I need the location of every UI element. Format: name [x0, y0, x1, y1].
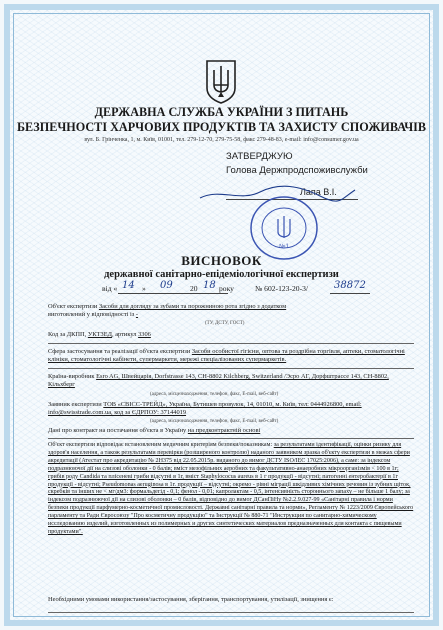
- code-label: Код за ДКПП,: [48, 331, 87, 338]
- findings-section: [48, 442, 414, 537]
- contract-value: на предконтрактній основі: [187, 427, 261, 434]
- agency-title-line1: ДЕРЖАВНА СЛУЖБА УКРАЇНИ З ПИТАНЬ: [94, 105, 349, 119]
- date-month: 09: [160, 280, 173, 291]
- agency-title-line2: БЕЗПЕЧНОСТІ ХАРЧОВИХ ПРОДУКТІВ ТА ЗАХИСТУ СПОЖИВАЧІВ: [16, 120, 427, 134]
- producer-label: Країна-виробник: [48, 373, 95, 380]
- applicant-address-caption: (адреса, місцезнаходження, телефон, факс, E-mail, веб-сайт): [150, 419, 279, 424]
- document-page: ДЕРЖАВНА СЛУЖБА УКРАЇНИ З ПИТАНЬ БЕЗПЕЧНОСТІ ХАРЧОВИХ ПРОДУКТІВ ТА ЗАХИСТУ СПОЖИВАЧІВ вул. Б. Грінченка, 1, м. Київ, 01001, тел. 279-12-70, 279-75-58, факс 279-48-83, e-mail: info@consumer.gov.ua ЗАТВЕРДЖУЮ Голова Держпродспоживслужби Лапа В.І. №1 ВИСНОВОК державної санітарно-епідеміологічної експертизи від « 14 » 09 20 18 року № 602-123-20-3/ 38872 Об'єкт експертизи Засоби для догляду за зубами та порожниною рота згідно з додатком виготовлений у відповідності із - (ТУ, ДСТУ, ГОСТ) Код за ДКПП, УКТЗЕД, артикул 3306 Сфера застосування та реалізації об'єкта експертизи Засоби особистої гігієни, оптова та роздрібна торгівля, аптеки, стоматологічні клініки, стоматологічні кабінети, супермаркети, мережі спеціалізованих супермаркетів. Країна-виробник Esro AG, Швейцарія, Dorfstrasse 143, CH-8802 Kilchberg, Switzerland /Эсро АГ, Дорфштрассе 143, CH-8802, Кільхберг (адреса, місцезнаходження, телефон, факс, E-mail, веб-сайт) Заявник експертизи ТОВ «СВІСС-ТРЕЙД», Україна, Бутишев провулок, 14, 01010, м. Київ, тел: 0444926800, email: info@swisstrade.com.ua, код за ЄДРПОУ: 37144019 (адреса, місцезнаходження, телефон, факс, E-mail, веб-сайт) Дані про контракт на постачання об'єкта в Україну на предконтрактній основі Об'єкт експертизи відповідає встановленим медичним критеріям безпеки/показникам: за результатами ідентифікації, оцінки ризику для здоров'я населення, а також результатами перевірки (розширеного контролю) наданого заявником зразка об'єкту експертизи в межах сфери акредитації (Атестат про акредитацію № 2Н375 від 22.05.2015р. виданого до вимог ДСТУ ISO/IEC 17025:2006), а саме: за індексом подразнюючої дії на слизові оболонки - 0 балів; вміст мезофільних аеробних та факультативно-анаеробних мікроорганізмів < 100 в 1г; грибів роду Candida та плісеневі гриби відсутні в 1г, вміст Staphylococus aureus в 1 г продукції - відсутні; патогенні ентеробактерії в 1г продукції - відсутні; Pseudomonas aeruginosa в 1г. продукції – відсутні; окремо - рівні міграції шкідливих хімічних речовин із зубних щіток, скребків та інших не < мг/дм3: формальдегід - 0,1; фенол - 0,01; капролактам - 0,5, інтенсивність стороннього запаху – не більше 1 балу; за індексом подразнюючої дії на слизові оболонки – 0 балів, відповідно до вимог ДСанПіНу №2.2.9.027-99 «Санітарні правила і норми безпеки продукції парфумерно-косметичної промисловості. Державні санітарні правила та норми», Регламенту № 1223/2009 Європейського парламенту та Ради Євросоюзу "Про косметичну продукцію" та Інструкції № 880-71 "Инструкция по санитарно-химическому исследованию изделий, изготовленных из полимерных и других синтетических материалов предназначенных для контакта с пищевыми продуктами". Необхідними умовами використання/застосування, зберігання, транспортування, утилізації, знищення є:: [0, 0, 443, 630]
- code-section: Код за ДКПП, УКТЗЕД, артикул 3306: [48, 331, 151, 338]
- conditions-label: Необхідними умовами використання/застосування, зберігання, транспортування, утилізації, знищення є:: [48, 596, 334, 603]
- applicant-section: [48, 401, 414, 418]
- conclusion-title: ВИСНОВОК: [181, 253, 262, 268]
- applicant-value: ТОВ «СВІСС-ТРЕЙД», Україна, Бутишев провулок, 14, 01010, м. Київ, тел: 0444926800, email: info@swisstrade.com.ua, код за ЄДРПОУ: 37144019: [48, 401, 362, 417]
- scope-value: Засоби особистої гігієни, оптова та роздрібна торгівля, аптеки, стоматологічні клініки, стоматологічні кабінети, супермаркети, мережі спеціалізованих супермаркетів.: [48, 348, 405, 364]
- applicant-label: Заявник експертизи: [48, 401, 102, 408]
- object-value2: виготовлений у відповідності із: [48, 311, 135, 319]
- contract-label: Дані про контракт на постачання об'єкта в Україну: [48, 427, 187, 434]
- conclusion-subtitle: державної санітарно-епідеміологічної експертизи: [104, 269, 339, 280]
- date-from: від «: [102, 284, 118, 293]
- producer-value: Esro AG, Швейцарія, Dorfstrasse 143, CH-8802 Kilchberg, Switzerland /Эсро АГ, Дорфштрассе 143, CH-8802, Кільхберг: [48, 373, 389, 389]
- object-label: Об'єкт експертизи: [48, 303, 98, 310]
- conclusion-number-prefix: № 602-123-20-3/: [255, 284, 309, 293]
- producer-address-caption: (адреса, місцезнаходження, телефон, факс, E-mail, веб-сайт): [150, 392, 279, 397]
- svg-text:№1: №1: [279, 244, 289, 250]
- producer-section: [48, 373, 414, 390]
- conclusion-number-suffix: 38872: [334, 280, 366, 291]
- scope-label: Сфера застосування та реалізації об'єкта експертизи: [48, 348, 191, 355]
- tu-caption: (ТУ, ДСТУ, ГОСТ): [205, 321, 245, 326]
- signatory-name: Лапа В.І.: [300, 187, 337, 197]
- findings-value: за результатами ідентифікації, оцінки ризику для здоров'я населення, а також результатами перевірки (розширеного контролю) наданого заявником зразка об'єкту експертизи в межах сфери акредитації (Атестат про акредитацію № 2Н375 від 22.05.2015р. виданого до вимог ДСТУ ISO/IEC 17025:2006), а саме: за індексом подразнюючої дії на слизові оболонки - 0 балів; вміст мезофільних аеробних та факультативно-анаеробних мікроорганізмів < 100 в 1г; грибів роду Candida та плісеневі гриби відсутні в 1г, вміст Staphylococus aureus в 1 г продукції - відсутні; патогенні ентеробактерії в 1г продукції - відсутні; Pseudomonas aeruginosa в 1г. продукції – відсутні; окремо - рівні міграції шкідливих хімічних речовин із зубних щіток, скребків та інших не < мг/дм3: формальдегід - 0,1; фенол - 0,01; капролактам - 0,5, інтенсивність стороннього запаху – не більше 1 балу; за індексом подразнюючої дії на слизові оболонки – 0 балів, відповідно до вимог ДСанПіНу №2.2.9.027-99 «Санітарні правила і норми безпеки продукції парфумерно-косметичної промисловості. Державні санітарні правила та норми», Регламенту № 1223/2009 Європейського парламенту та Ради Євросоюзу "Про косметичну продукцію" та Інструкції № 880-71 "Инструкция по санитарно-химическому исследованию изделий, изготовленных из полимерных и других синтетических материалов предназначенных для контакта с пищевыми продуктами".: [48, 442, 414, 535]
- approve-position: Голова Держпродспоживслужби: [226, 165, 368, 176]
- date-year-suffix: 18: [203, 280, 216, 291]
- object-value: Засоби для догляду за зубами та порожниною рота згідно з додатком: [98, 303, 287, 310]
- findings-label: Об'єкт експертизи відповідає встановленим медичним критеріям безпеки/показникам:: [48, 442, 273, 448]
- date-day: 14: [122, 280, 135, 291]
- approve-word: ЗАТВЕРДЖУЮ: [226, 151, 293, 162]
- object-section: [48, 303, 414, 320]
- contract-section: [48, 427, 414, 435]
- official-seal-icon: [248, 194, 320, 262]
- agency-address: вул. Б. Грінченка, 1, м. Київ, 01001, тел. 279-12-70, 279-75-58, факс 279-48-83, e-mail: info@consumer.gov.ua: [84, 137, 359, 143]
- date-year-word: року: [219, 284, 234, 293]
- trident-emblem-icon: [204, 58, 238, 104]
- object-dash: -: [135, 311, 139, 319]
- article-label: артикул: [115, 331, 137, 338]
- code-value: УКТЗЕД: [87, 331, 112, 338]
- date-year-prefix: 20: [190, 284, 198, 293]
- scope-section: [48, 348, 414, 365]
- article-value: 3306: [138, 331, 151, 338]
